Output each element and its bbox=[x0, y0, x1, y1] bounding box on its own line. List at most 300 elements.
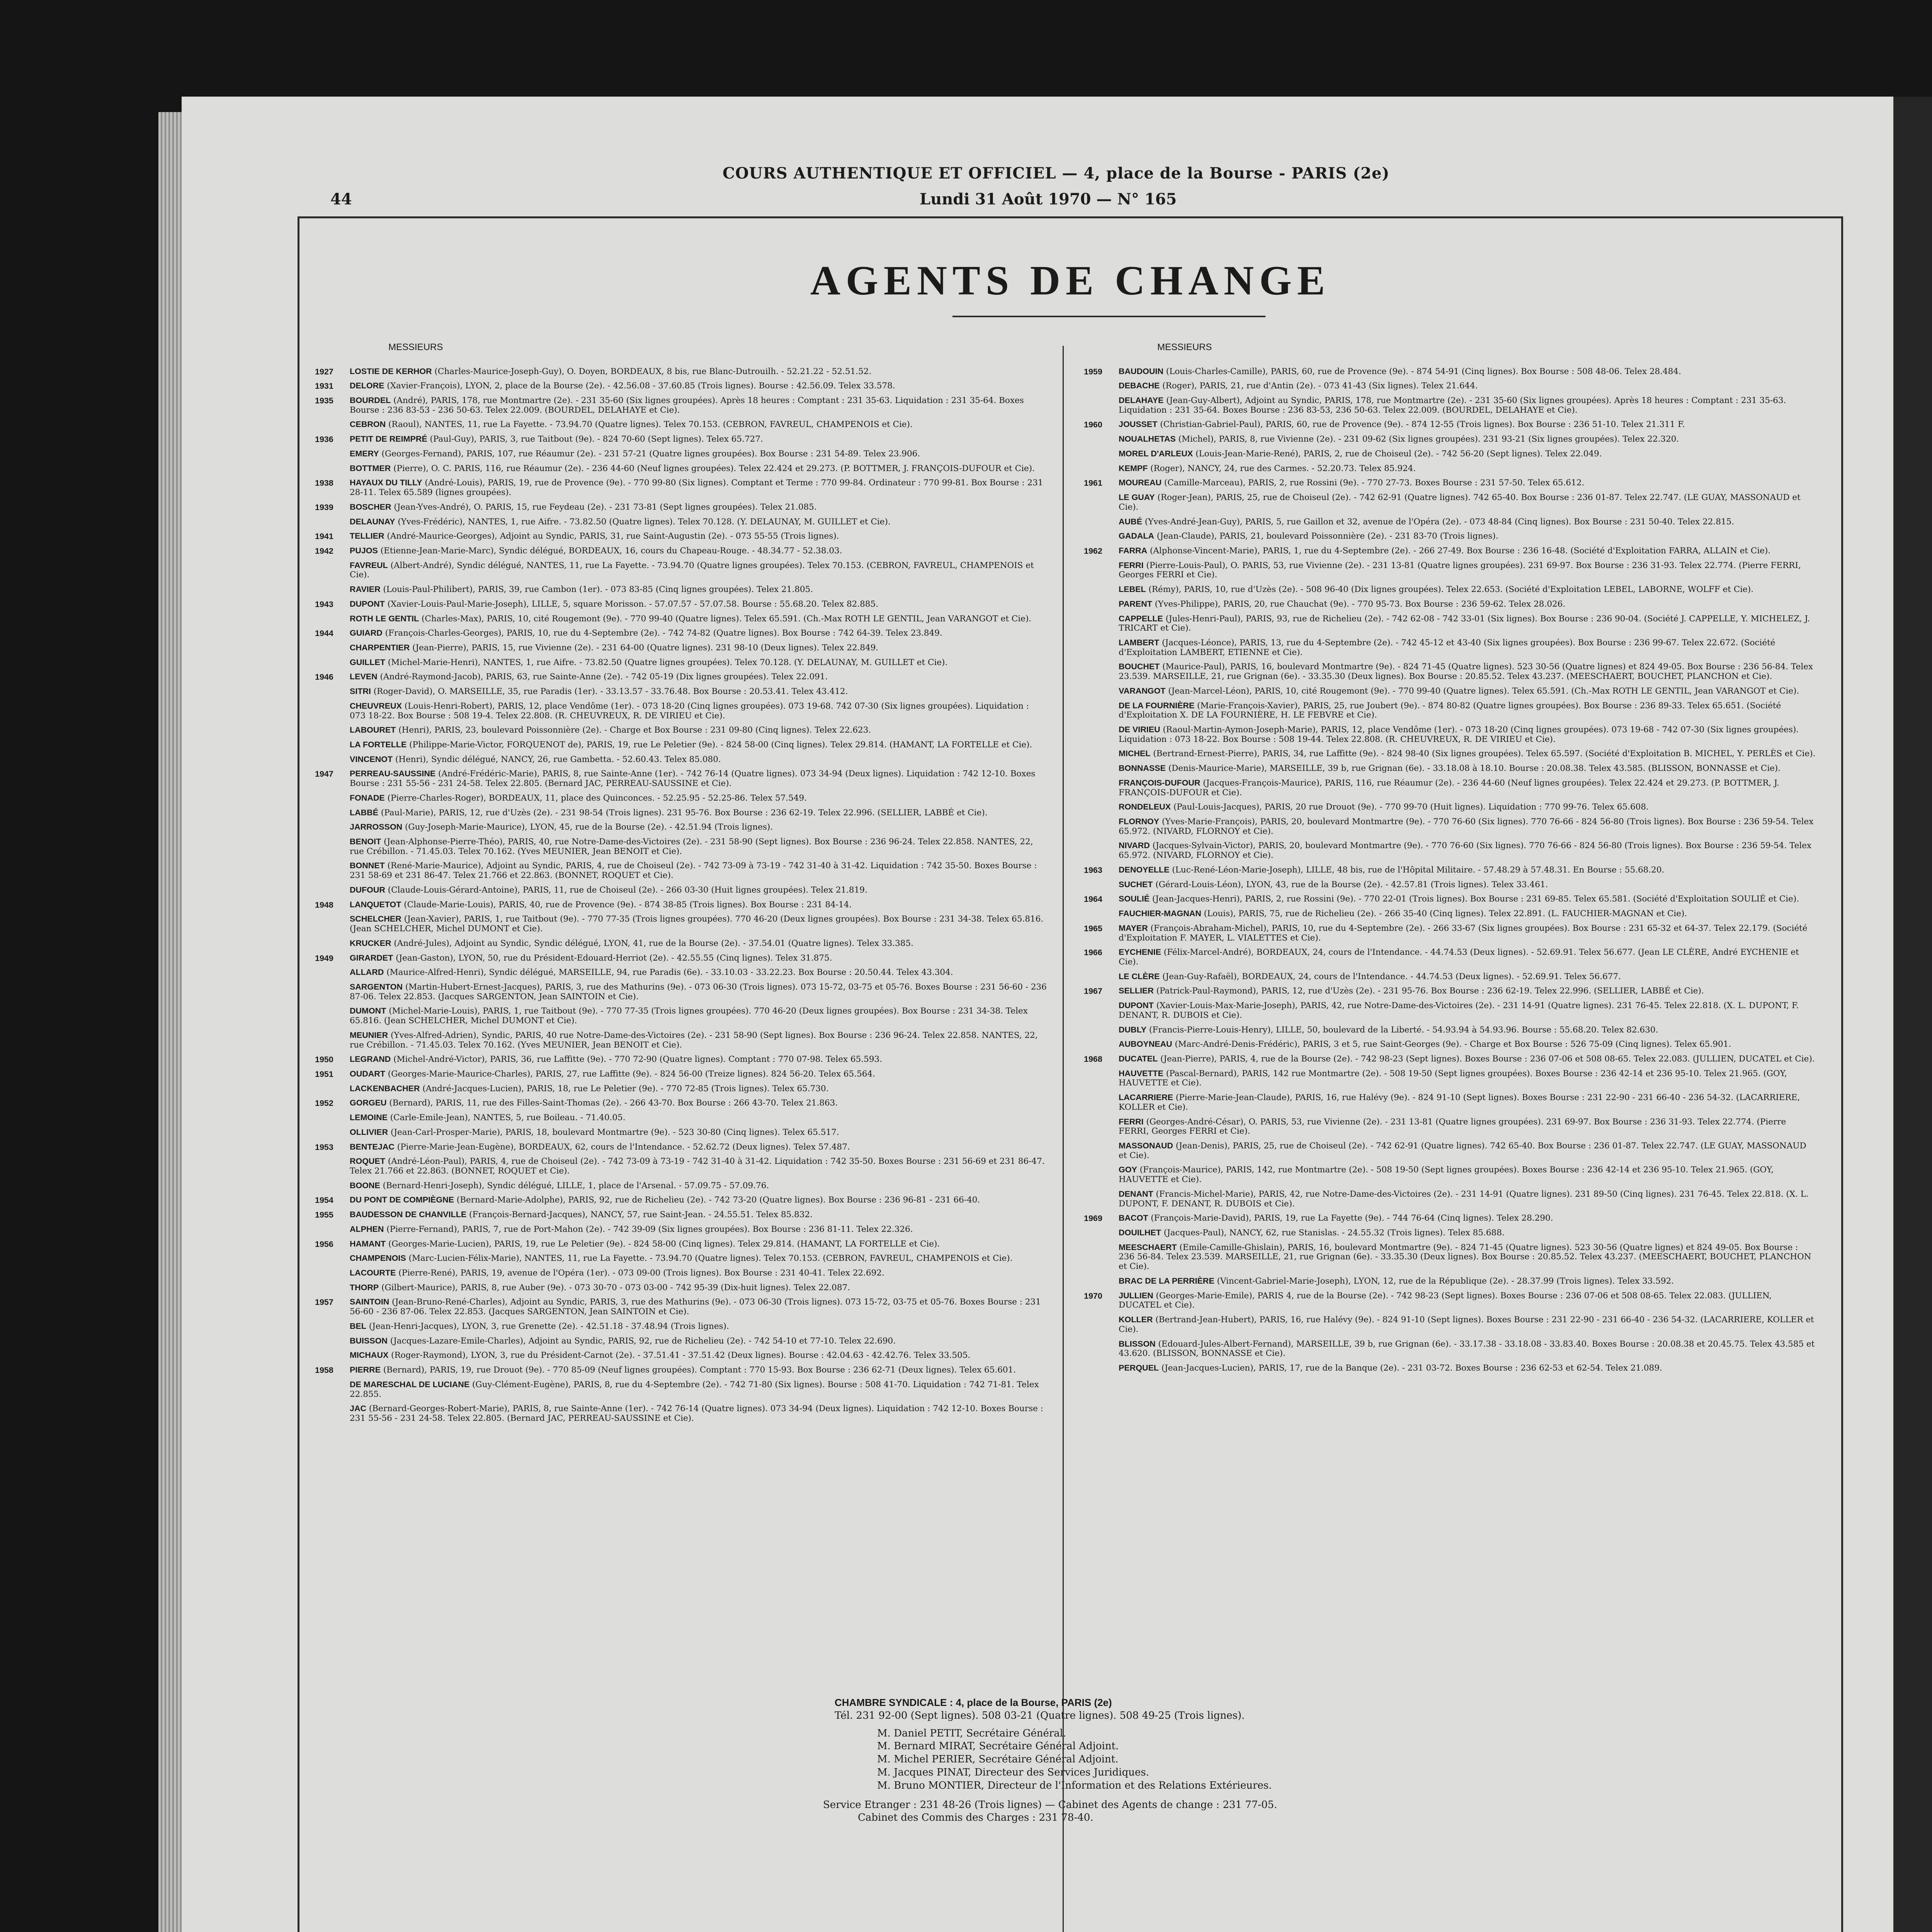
entry-year bbox=[315, 701, 350, 721]
agent-entry bbox=[1084, 986, 1816, 996]
entry-body bbox=[350, 1142, 1047, 1152]
agent-details: (Xavier-Louis-Paul-Marie-Joseph), LILLE, 5, square Morisson. - 57.07.57 - 57.07.58. Bourse : 55.68.20. Telex 82.885. bbox=[384, 599, 879, 609]
entry-year: 1950 bbox=[315, 1055, 333, 1065]
agent-name: BOTTMER bbox=[350, 463, 391, 473]
agent-details: (Louis-Charles-Camille), PARIS, 60, rue de Provence (9e). - 874 54-91 (Cinq lignes). Box Bourse : 508 48-06. Telex 28.484. bbox=[1163, 366, 1681, 376]
entry-year bbox=[1084, 778, 1119, 798]
agent-name: BLISSON bbox=[1119, 1339, 1156, 1349]
entry-body bbox=[1119, 517, 1816, 527]
entry-year: 1948 bbox=[315, 900, 333, 910]
entry-body bbox=[1119, 546, 1816, 556]
entry-year bbox=[1084, 802, 1119, 812]
entry-year: 1970 bbox=[1084, 1291, 1102, 1301]
officer-line: M. Michel PERIER, Secrétaire Général Adjoint. bbox=[877, 1753, 1119, 1765]
entry-body bbox=[350, 1210, 1047, 1220]
entry-body bbox=[350, 1350, 1047, 1361]
agent-name: BRAC DE LA PERRIÈRE bbox=[1119, 1276, 1214, 1286]
agent-details: (Georges-Marie-Emile), PARIS 4, rue de la Bourse (2e). - 742 98-23 (Sept lignes). Boxes Bourse : 236 07-06 et 508 08-65. Telex 22.083. (JULLIEN, DUCATEL et Cie). bbox=[1119, 1291, 1772, 1310]
agent-entry bbox=[1084, 585, 1816, 595]
entry-body bbox=[1119, 1228, 1816, 1238]
agent-name: CHARPENTIER bbox=[350, 643, 410, 652]
agent-entry bbox=[315, 1098, 1047, 1108]
entry-year bbox=[1084, 880, 1119, 890]
agent-name: SITRI bbox=[350, 687, 371, 696]
entry-year bbox=[315, 687, 350, 697]
agent-entry bbox=[1084, 1363, 1816, 1373]
agent-details: (Yves-Marie-François), PARIS, 20, boulevard Montmartre (9e). - 770 76-60 (Six lignes). 770 76-66 - 824 56-80 (Trois lignes). Box Bourse : 236 59-54. Telex 65.972. (NIVARD, FLORNOY et Cie). bbox=[1119, 817, 1814, 836]
agent-entry bbox=[1084, 1213, 1816, 1223]
agent-details: (Bernard-Georges-Robert-Marie), PARIS, 8, rue Sainte-Anne (1er). - 742 76-14 (Quatre lignes). 073 34-94 (Deux lignes). Liquidation : 742 12-10. Boxes Bourse : 231 55-56 - 231 24-58. Telex 22.805. (Bernard JAC, PERREAU-SAUSSINE et Cie). bbox=[350, 1404, 1043, 1423]
agent-details: (Yves-Philippe), PARIS, 20, rue Chauchat (9e). - 770 95-73. Box Bourse : 236 59-62. Telex 28.026. bbox=[1152, 599, 1566, 609]
agent-entry bbox=[1084, 517, 1816, 527]
agent-name: VINCENOT bbox=[350, 754, 393, 764]
entry-year bbox=[1084, 599, 1119, 609]
entry-body bbox=[1119, 638, 1816, 657]
entry-body bbox=[350, 502, 1047, 512]
agent-details: (André-Louis), PARIS, 19, rue de Provence (9e). - 770 99-80 (Six lignes). Comptant et Terme : 770 99-84. Ordinateur : 770 99-81. Box Bourse : 231 28-11. Telex 65.589 (lignes groupées). bbox=[350, 478, 1043, 498]
agent-entry bbox=[1084, 1315, 1816, 1334]
officer-list bbox=[877, 1727, 1484, 1793]
agent-entry bbox=[1084, 396, 1816, 415]
agent-name: DE VIRIEU bbox=[1119, 725, 1160, 734]
agent-name: DELAHAYE bbox=[1119, 396, 1164, 405]
agent-entry bbox=[315, 1084, 1047, 1094]
agent-name: BACOT bbox=[1119, 1213, 1148, 1223]
agent-name: BENOIT bbox=[350, 837, 381, 847]
entry-year bbox=[1084, 701, 1119, 720]
agent-details: (Marc-Lucien-Félix-Marie), NANTES, 11, rue La Fayette. - 73.94.70 (Quatre lignes). Telex 70.153. (CEBRON, FAVREUL, CHAMPENOIS et Cie). bbox=[406, 1253, 1013, 1264]
agent-entry bbox=[315, 367, 1047, 377]
agent-name: FAUCHIER-MAGNAN bbox=[1119, 909, 1201, 918]
entry-year: 1959 bbox=[1084, 367, 1102, 376]
entry-year: 1946 bbox=[315, 672, 333, 682]
entry-body bbox=[350, 808, 1047, 818]
entry-body bbox=[350, 822, 1047, 832]
agent-name: FRANÇOIS-DUFOUR bbox=[1119, 778, 1201, 787]
entry-year: 1967 bbox=[1084, 986, 1102, 996]
agent-entry bbox=[315, 1069, 1047, 1079]
agent-entry bbox=[1084, 725, 1816, 744]
agent-details: (Etienne-Jean-Marie-Marc), Syndic délégué, BORDEAUX, 16, cours du Chapeau-Rouge. - 48.34.77 - 52.38.03. bbox=[378, 546, 842, 556]
issue-date: Lundi 31 Août 1970 — N° 165 bbox=[920, 190, 1177, 208]
agent-entry bbox=[315, 885, 1047, 895]
agent-details: (Jacques-François-Maurice), PARIS, 116, rue Réaumur (2e). - 236 44-60 (Neuf lignes groupées). Telex 22.424 et 29.273. (P. BOTTMER, J. FRANÇOIS-DUFOUR et Cie). bbox=[1119, 778, 1779, 798]
agent-entry bbox=[315, 1253, 1047, 1264]
agent-entry bbox=[315, 464, 1047, 474]
agent-details: (Pierre), O. C. PARIS, 116, rue Réaumur (2e). - 236 44-60 (Neuf lignes groupées). Telex 22.424 et 29.273. (P. BOTTMER, J. FRANÇOIS-DUFOUR et Cie). bbox=[391, 463, 1035, 473]
agent-entry bbox=[315, 968, 1047, 978]
agent-details: (Jean-Denis), PARIS, 25, rue de Choiseul (2e). - 742 62-91 (Quatre lignes). 742 65-40. Box Bourse : 236 01-87. Telex 22.747. (LE GUAY, MASSONAUD et Cie). bbox=[1119, 1141, 1806, 1160]
agent-name: LE CLÈRE bbox=[1119, 971, 1160, 981]
entry-body bbox=[350, 1404, 1047, 1423]
agent-entry bbox=[315, 561, 1047, 580]
right-column bbox=[1084, 342, 1816, 1378]
agent-details: (Patrick-Paul-Raymond), PARIS, 12, rue d'Uzès (2e). - 231 95-76. Box Bourse : 236 62-19. Telex 22.996. (SELLIER, LABBÉ et Cie). bbox=[1153, 986, 1704, 996]
agent-name: RAVIER bbox=[350, 585, 381, 594]
agent-name: LABOURET bbox=[350, 725, 396, 735]
entry-body bbox=[1119, 1025, 1816, 1035]
entry-body bbox=[350, 434, 1047, 444]
entry-body bbox=[1119, 561, 1816, 580]
page-title: AGENTS DE CHANGE bbox=[810, 258, 1331, 304]
agent-details: (Jules-Henri-Paul), PARIS, 93, rue de Richelieu (2e). - 742 62-08 - 742 33-01 (Six lignes). Box Bourse : 236 90-04. (Société J. CAPPELLE, Y. MICHELEZ, J. TRICART et Cie). bbox=[1119, 614, 1810, 633]
entry-body bbox=[350, 1297, 1047, 1316]
agent-name: DUCATEL bbox=[1119, 1054, 1158, 1063]
agent-details: (Pierre-Marie-Jean-Claude), PARIS, 16, rue Halévy (9e). - 824 91-10 (Sept lignes). Boxes Bourse : 231 22-90 - 231 66-40 - 236 54-32. (LACARRIERE, KOLLER et Cie). bbox=[1119, 1093, 1800, 1112]
agent-details: (Camille-Marceau), PARIS, 2, rue Rossini (9e). - 770 27-73. Boxes Bourse : 231 57-50. Telex 65.612. bbox=[1162, 478, 1585, 488]
entry-body bbox=[1119, 1141, 1816, 1160]
left-column bbox=[315, 342, 1047, 1428]
entry-year: 1935 bbox=[315, 396, 333, 406]
entry-year bbox=[315, 614, 350, 624]
entry-body bbox=[350, 517, 1047, 527]
column-divider bbox=[1063, 346, 1064, 1932]
entry-year bbox=[1084, 1243, 1119, 1272]
agent-entry bbox=[1084, 1141, 1816, 1160]
entry-body bbox=[350, 755, 1047, 765]
entry-body bbox=[350, 585, 1047, 595]
entry-year bbox=[1084, 381, 1119, 391]
entry-year bbox=[1084, 1189, 1119, 1209]
agent-entry bbox=[315, 420, 1047, 430]
agent-details: (Vincent-Gabriel-Marie-Joseph), LYON, 12, rue de la République (2e). - 28.37.99 (Trois lignes). Telex 33.592. bbox=[1214, 1276, 1674, 1286]
agent-entry bbox=[315, 502, 1047, 512]
entry-year bbox=[315, 464, 350, 474]
agent-name: PIERRE bbox=[350, 1365, 381, 1375]
agent-entry bbox=[315, 658, 1047, 668]
entry-body bbox=[350, 1268, 1047, 1278]
entry-body bbox=[1119, 599, 1816, 609]
agent-name: FERRI bbox=[1119, 560, 1144, 570]
officer-line: M. Bruno MONTIER, Directeur de l'Information et des Relations Extérieures. bbox=[877, 1779, 1272, 1791]
agent-details: (Claude-Louis-Gérard-Antoine), PARIS, 11, rue de Choiseul (2e). - 266 03-30 (Huit lignes groupées). Telex 21.819. bbox=[385, 885, 867, 895]
entry-year bbox=[1084, 1001, 1119, 1020]
entry-body bbox=[350, 1084, 1047, 1094]
agent-entry bbox=[1084, 701, 1816, 720]
entry-year: 1963 bbox=[1084, 865, 1102, 875]
entry-body bbox=[350, 672, 1047, 682]
agent-details: (Jacques-Paul), NANCY, 62, rue Stanislas. - 24.55.32 (Trois lignes). Telex 85.688. bbox=[1161, 1228, 1505, 1238]
agent-name: FLORNOY bbox=[1119, 817, 1160, 827]
agent-entry bbox=[1084, 546, 1816, 556]
agent-entry bbox=[1084, 1228, 1816, 1238]
agent-entry bbox=[1084, 367, 1816, 377]
agent-details: (Jean-Jacques-Henri), PARIS, 2, rue Rossini (9e). - 770 22-01 (Trois lignes). Box Bourse : 231 69-85. Telex 65.581. (Société d'Exploitation SOULIÉ et Cie). bbox=[1150, 894, 1799, 904]
entry-year bbox=[315, 1128, 350, 1138]
agent-name: DELORE bbox=[350, 381, 384, 391]
chambre-phones: Tél. 231 92-00 (Sept lignes). 508 03-21 (Quatre lignes). 508 49-25 (Trois lignes). bbox=[835, 1709, 1245, 1721]
entry-year: 1969 bbox=[1084, 1214, 1102, 1223]
entry-body bbox=[1119, 880, 1816, 890]
agent-name: SAINTOIN bbox=[350, 1297, 389, 1307]
agent-name: MASSONAUD bbox=[1119, 1141, 1173, 1150]
agent-name: JULLIEN bbox=[1119, 1291, 1153, 1300]
agent-entry bbox=[315, 434, 1047, 444]
entry-body bbox=[1119, 531, 1816, 541]
agent-details: (Michel-Marie-Louis), PARIS, 1, rue Taitbout (9e). - 770 77-35 (Trois lignes groupées). 770 46-20 (Deux lignes groupées). Box Bourse : 231 34-38. Telex 65.816. (Jean SCHELCHER, Michel DUMONT et Cie). bbox=[350, 1006, 1028, 1026]
agent-entry bbox=[315, 769, 1047, 788]
agent-details: (Jean-Carl-Prosper-Marie), PARIS, 18, boulevard Montmartre (9e). - 523 30-80 (Cinq lignes). Telex 65.517. bbox=[388, 1127, 839, 1137]
agent-name: RONDELEUX bbox=[1119, 802, 1171, 812]
entry-body bbox=[1119, 923, 1816, 943]
agent-details: (André), PARIS, 178, rue Montmartre (2e). - 231 35-60 (Six lignes groupées). Après 18 heures : Comptant : 231 35-63. Liquidation : 231 35-64. Boxes Bourse : 236 83-53 - 236 50-63. Telex 22.009. (BOURDEL, DELAHAYE et Cie). bbox=[350, 396, 1024, 415]
agent-details: (Henri), PARIS, 23, boulevard Poissonnière (2e). - Charge et Box Bourse : 231 09-80 (Cinq lignes). Telex 22.623. bbox=[396, 725, 871, 735]
agent-entry bbox=[315, 982, 1047, 1002]
agent-details: (Denis-Maurice-Marie), MARSEILLE, 39 b, rue Grignan (6e). - 33.18.08 à 18.10. Bourse : 20.08.38. Telex 43.585. (BLISSON, BONNASSE et Cie). bbox=[1165, 764, 1781, 774]
agent-details: (Jean-Claude), PARIS, 21, boulevard Poissonnière (2e). - 231 83-70 (Trois lignes). bbox=[1154, 531, 1498, 541]
agent-details: (Albert-André), Syndic délégué, NANTES, 11, rue La Fayette. - 73.94.70 (Quatre lignes groupées). Telex 70.153. (CEBRON, FAVREUL, CHAMPENOIS et Cie). bbox=[350, 560, 1034, 580]
agent-name: DUMONT bbox=[350, 1006, 386, 1016]
agent-entry bbox=[315, 837, 1047, 856]
agent-entry bbox=[1084, 662, 1816, 681]
entry-year: 1943 bbox=[315, 599, 333, 609]
agent-name: LAMBERT bbox=[1119, 638, 1160, 647]
agent-details: (Jean-Henri-Jacques), LYON, 3, rue Grenette (2e). - 42.51.18 - 37.48.94 (Trois lignes). bbox=[366, 1321, 729, 1331]
agent-name: LEBEL bbox=[1119, 585, 1146, 594]
agent-details: (André-Frédéric-Marie), PARIS, 8, rue Sainte-Anne (1er). - 742 76-14 (Quatre lignes). 073 34-94 (Deux lignes). Liquidation : 742 12-10. Boxes Bourse : 231 55-56 - 231 24-58. Telex 22.805. (Bernard JAC, PERREAU-SAUSSINE et Cie). bbox=[350, 769, 1036, 789]
agent-details: (André-Raymond-Jacob), PARIS, 63, rue Sainte-Anne (2e). - 742 05-19 (Dix lignes groupées). Telex 22.091. bbox=[377, 672, 828, 682]
agent-name: DUFOUR bbox=[350, 885, 385, 895]
agent-name: DELAUNAY bbox=[350, 517, 395, 526]
agent-entry bbox=[315, 1181, 1047, 1191]
entry-body bbox=[350, 381, 1047, 391]
agent-details: (Louis), PARIS, 75, rue de Richelieu (2e). - 266 35-40 (Cinq lignes). Telex 22.891. (L. FAUCHIER-MAGNAN et Cie). bbox=[1201, 909, 1687, 919]
agent-entry bbox=[1084, 778, 1816, 798]
agent-name: VARANGOT bbox=[1119, 686, 1166, 696]
agent-details: (Jean-Guy-Rafaël), BORDEAUX, 24, cours de l'Intendance. - 44.74.53 (Deux lignes). - 52.69.91. Telex 56.677. bbox=[1160, 971, 1621, 981]
entry-body bbox=[350, 1365, 1047, 1375]
entry-body bbox=[350, 614, 1047, 624]
entry-year: 1966 bbox=[1084, 948, 1102, 957]
agent-details: (Georges-Marie-Lucien), PARIS, 19, rue Le Peletier (9e). - 824 58-00 (Cinq lignes). Telex 29.814. (HAMANT, LA FORTELLE et Cie). bbox=[386, 1239, 940, 1249]
agent-name: SUCHET bbox=[1119, 879, 1153, 889]
entry-year: 1951 bbox=[315, 1069, 333, 1079]
entry-body bbox=[350, 701, 1047, 721]
agent-details: (Gilbert-Maurice), PARIS, 8, rue Auber (9e). - 073 30-70 - 073 03-00 - 742 95-39 (Dix-huit lignes). Telex 22.087. bbox=[379, 1282, 850, 1293]
agent-name: LACOURTE bbox=[350, 1268, 396, 1278]
agent-entry bbox=[1084, 599, 1816, 609]
entry-year: 1968 bbox=[1084, 1054, 1102, 1064]
agent-details: (Paul-Louis-Jacques), PARIS, 20 rue Drouot (9e). - 770 99-70 (Huit lignes). Liquidation : 770 99-76. Telex 65.608. bbox=[1170, 802, 1649, 812]
agent-details: (François-Marie-David), PARIS, 19, rue La Fayette (9e). - 744 76-64 (Cinq lignes). Telex 28.290. bbox=[1148, 1213, 1553, 1223]
title-rule bbox=[952, 316, 1265, 317]
agent-name: HAUVETTE bbox=[1119, 1068, 1163, 1078]
agent-name: GORGEU bbox=[350, 1098, 387, 1108]
entry-year: 1954 bbox=[315, 1196, 333, 1205]
entry-year bbox=[1084, 585, 1119, 595]
agent-entry bbox=[315, 793, 1047, 803]
agent-name: BAUDESSON DE CHANVILLE bbox=[350, 1210, 467, 1219]
content-frame bbox=[298, 216, 1843, 1932]
agent-entry bbox=[315, 1321, 1047, 1332]
agent-entry bbox=[1084, 749, 1816, 759]
agent-details: (Carle-Emile-Jean), NANTES, 5, rue Boileau. - 71.40.05. bbox=[387, 1113, 626, 1123]
chambre-title: CHAMBRE SYNDICALE : 4, place de la Bourse, PARIS (2e) bbox=[835, 1697, 1112, 1708]
entry-year: 1956 bbox=[315, 1239, 333, 1249]
entry-year bbox=[1084, 1069, 1119, 1088]
entry-year: 1952 bbox=[315, 1099, 333, 1108]
agent-name: PUJOS bbox=[350, 546, 378, 555]
agent-entry bbox=[1084, 947, 1816, 967]
agent-entry bbox=[1084, 1025, 1816, 1035]
agent-entry bbox=[315, 396, 1047, 415]
agent-entry bbox=[1084, 561, 1816, 580]
entry-body bbox=[1119, 817, 1816, 836]
entry-year bbox=[315, 1380, 350, 1399]
agent-name: AUBÉ bbox=[1119, 517, 1142, 526]
agent-name: DOUILHET bbox=[1119, 1228, 1161, 1238]
entry-year bbox=[1084, 749, 1119, 759]
entry-body bbox=[1119, 865, 1816, 875]
agent-entry bbox=[1084, 972, 1816, 982]
entry-year bbox=[315, 643, 350, 653]
entry-body bbox=[1119, 1243, 1816, 1272]
entry-year: 1927 bbox=[315, 367, 333, 376]
entry-year bbox=[315, 939, 350, 949]
agent-name: PERQUEL bbox=[1119, 1363, 1159, 1372]
agent-entry bbox=[1084, 1117, 1816, 1136]
entry-body bbox=[1119, 1117, 1816, 1136]
agent-name: KOLLER bbox=[1119, 1315, 1153, 1325]
entry-list bbox=[315, 367, 1047, 1423]
entry-year: 1931 bbox=[315, 381, 333, 391]
agent-name: SOULIÉ bbox=[1119, 894, 1150, 904]
agent-details: (Jacques-Lazare-Emile-Charles), Adjoint au Syndic, PARIS, 92, rue de Richelieu (2e). - 742 54-10 et 77-10. Telex 22.690. bbox=[387, 1336, 896, 1346]
entry-body bbox=[350, 1336, 1047, 1346]
agent-entry bbox=[315, 687, 1047, 697]
agent-entry bbox=[315, 1297, 1047, 1316]
agent-details: (Jean-Bruno-René-Charles), Adjoint au Syndic, PARIS, 3, rue des Mathurins (9e). - 073 06-30 (Trois lignes). 073 15-72, 03-75 et 05-76. Boxes Bourse : 231 56-60 - 236 87-06. Telex 22.853. (Jacques SARGENTON, Jean SAINTOIN et Cie). bbox=[350, 1297, 1041, 1317]
entry-year bbox=[1084, 972, 1119, 982]
agent-entry bbox=[1084, 817, 1816, 836]
entry-year: 1938 bbox=[315, 478, 333, 488]
agent-details: (Paul-Marie), PARIS, 12, rue d'Uzès (2e). - 231 98-54 (Trois lignes). 231 95-76. Box Bourse : 236 62-19. Telex 22.996. (SELLIER, LABBÉ et Cie). bbox=[378, 808, 988, 818]
entry-body bbox=[350, 861, 1047, 880]
agent-details: (Christian-Gabriel-Paul), PARIS, 60, rue de Provence (9e). - 874 12-55 (Trois lignes). Box Bourse : 236 51-10. Telex 21.311 F. bbox=[1157, 420, 1685, 430]
entry-body bbox=[350, 628, 1047, 638]
entry-body bbox=[350, 968, 1047, 978]
agent-details: (Jean-Gaston), LYON, 50, rue du Président-Edouard-Herriot (2e). - 42.55.55 (Cinq lignes). Telex 31.875. bbox=[393, 953, 832, 963]
agent-entry bbox=[315, 1195, 1047, 1205]
agent-entry bbox=[315, 701, 1047, 721]
agent-details: (Emile-Camille-Ghislain), PARIS, 16, boulevard Montmartre (9e). - 824 71-45 (Quatre lignes). 523 30-56 (Quatre lignes) et 824 49-05. Box Bourse : 236 56-84. Telex 23.539. MARSEILLE, 21, rue Grignan (6e). - 33.35.30 (Deux lignes). Box Bourse : 20.85.52. Telex 43.237. (MEESCHAERT, BOUCHET, PLANCHON et Cie). bbox=[1119, 1242, 1811, 1272]
agent-details: (Alphonse-Vincent-Marie), PARIS, 1, rue du 4-Septembre (2e). - 266 27-49. Box Bourse : 236 16-48. (Société d'Exploitation FARRA, ALLAIN et Cie). bbox=[1147, 546, 1771, 556]
entry-body bbox=[350, 939, 1047, 949]
entry-body bbox=[350, 449, 1047, 459]
agent-details: (Jean-Jacques-Lucien), PARIS, 17, rue de la Banque (2e). - 231 03-72. Boxes Bourse : 236 62-53 et 62-54. Telex 21.089. bbox=[1158, 1363, 1662, 1373]
entry-year bbox=[315, 740, 350, 750]
entry-body bbox=[1119, 725, 1816, 744]
agent-entry bbox=[1084, 420, 1816, 430]
agent-name: GOY bbox=[1119, 1165, 1137, 1175]
entry-year bbox=[315, 861, 350, 880]
entry-year: 1939 bbox=[315, 502, 333, 512]
entry-year bbox=[315, 1113, 350, 1123]
agent-entry bbox=[1084, 449, 1816, 459]
entry-year bbox=[1084, 725, 1119, 744]
entry-list bbox=[1084, 367, 1816, 1373]
agent-details: (François-Charles-Georges), PARIS, 10, rue du 4-Septembre (2e). - 742 74-82 (Quatre lignes). Box Bourse : 742 64-39. Telex 23.849. bbox=[382, 628, 942, 638]
agent-name: DUPONT bbox=[1119, 1001, 1154, 1010]
entry-body bbox=[1119, 841, 1816, 860]
entry-year: 1955 bbox=[315, 1210, 333, 1220]
agent-entry bbox=[1084, 880, 1816, 890]
agent-details: (Roger-David), O. MARSEILLE, 35, rue Paradis (1er). - 33.13.57 - 33.76.48. Box Bourse : 20.53.41. Telex 43.412. bbox=[371, 687, 848, 697]
agent-name: MEUNIER bbox=[350, 1030, 388, 1040]
entry-body bbox=[350, 658, 1047, 668]
entry-year bbox=[1084, 1276, 1119, 1286]
agent-entry bbox=[1084, 894, 1816, 904]
entry-body bbox=[1119, 1339, 1816, 1359]
agent-name: HAYAUX DU TILLY bbox=[350, 478, 422, 488]
agent-entry bbox=[315, 755, 1047, 765]
agent-entry bbox=[315, 599, 1047, 609]
entry-year bbox=[1084, 561, 1119, 580]
entry-body bbox=[1119, 986, 1816, 996]
entry-year bbox=[315, 725, 350, 735]
agent-details: (Roger), PARIS, 21, rue d'Antin (2e). - 073 41-43 (Six lignes). Telex 21.644. bbox=[1160, 381, 1478, 391]
entry-year bbox=[315, 1006, 350, 1026]
agent-name: BUISSON bbox=[350, 1336, 388, 1345]
agent-entry bbox=[315, 614, 1047, 624]
agent-details: (Bertrand-Ernest-Pierre), PARIS, 34, rue Laffitte (9e). - 824 98-40 (Six lignes groupées). Telex 65.597. (Société d'Exploitation B. MICHEL, Y. PERLÈS et Cie). bbox=[1150, 749, 1816, 759]
agent-entry bbox=[315, 1380, 1047, 1399]
entry-year: 1962 bbox=[1084, 546, 1102, 556]
agent-name: BOONE bbox=[350, 1180, 380, 1190]
agent-name: LEGRAND bbox=[350, 1054, 391, 1064]
publication-header: COURS AUTHENTIQUE ET OFFICIEL — 4, place de la Bourse - PARIS (2e) bbox=[723, 164, 1390, 182]
entry-year bbox=[1084, 662, 1119, 681]
agent-name: LANQUETOT bbox=[350, 900, 401, 909]
agent-name: BONNET bbox=[350, 861, 385, 871]
agent-details: (Xavier-Louis-Max-Marie-Joseph), PARIS, 42, rue Notre-Dame-des-Victoires (2e). - 231 14-91 (Quatre lignes). 231 76-45. Telex 22.818. (X. L. DUPONT, F. DENANT, R. DUBOIS et Cie). bbox=[1119, 1001, 1799, 1020]
entry-year bbox=[1084, 493, 1119, 512]
agent-entry bbox=[315, 1283, 1047, 1293]
agent-entry bbox=[1084, 865, 1816, 875]
agent-name: GADALA bbox=[1119, 531, 1154, 541]
entry-year: 1942 bbox=[315, 546, 333, 556]
agent-details: (Jean-Marcel-Léon), PARIS, 10, cité Rougemont (9e). - 770 99-40 (Quatre lignes). Telex 65.591. (Ch.-Max ROTH LE GENTIL, Jean VARANGOT et Cie). bbox=[1165, 686, 1799, 696]
agent-entry bbox=[315, 643, 1047, 653]
agent-details: (Bernard), PARIS, 11, rue des Filles-Saint-Thomas (2e). - 266 43-70. Box Bourse : 266 43-70. Telex 21.863. bbox=[386, 1098, 838, 1108]
entry-year: 1947 bbox=[315, 769, 333, 779]
agent-entry bbox=[315, 531, 1047, 541]
entry-year bbox=[1084, 517, 1119, 527]
agent-entry bbox=[1084, 1291, 1816, 1310]
officer-line: M. Daniel PETIT, Secrétaire Général. bbox=[877, 1727, 1066, 1739]
agent-entry bbox=[315, 1336, 1047, 1346]
agent-details: (Pierre-Fernand), PARIS, 7, rue de Port-Mahon (2e). - 742 39-09 (Six lignes groupées). Box Bourse : 236 81-11. Telex 22.326. bbox=[384, 1224, 913, 1234]
agent-name: BOURDEL bbox=[350, 396, 391, 405]
agent-name: GUILLET bbox=[350, 657, 385, 667]
agent-name: CEBRON bbox=[350, 420, 386, 429]
entry-year: 1964 bbox=[1084, 895, 1102, 904]
entry-body bbox=[1119, 701, 1816, 720]
agent-name: LOSTIE DE KERHOR bbox=[350, 366, 432, 376]
entry-body bbox=[1119, 420, 1816, 430]
agent-name: JAC bbox=[350, 1404, 367, 1413]
entry-body bbox=[1119, 614, 1816, 633]
entry-body bbox=[1119, 478, 1816, 488]
entry-year bbox=[315, 822, 350, 832]
entry-body bbox=[350, 769, 1047, 788]
entry-body bbox=[1119, 493, 1816, 512]
agent-details: (Marie-François-Xavier), PARIS, 25, rue Joubert (9e). - 874 80-82 (Quatre lignes groupées). Box Bourse : 236 89-33. Telex 65.651. (Société d'Exploitation X. DE LA FOURNIÈRE, H. LE FEBVRE et Cie). bbox=[1119, 701, 1781, 720]
entry-year bbox=[1084, 764, 1119, 774]
agent-entry bbox=[1084, 638, 1816, 657]
agent-details: (Pascal-Bernard), PARIS, 142 rue Montmartre (2e). - 508 19-50 (Sept lignes groupées). Boxes Bourse : 236 42-14 et 236 95-10. Telex 21.965. (GOY, HAUVETTE et Cie). bbox=[1119, 1068, 1787, 1088]
agent-details: (Jean-Guy-Albert), Adjoint au Syndic, PARIS, 178, rue Montmartre (2e). - 231 35-60 (Six lignes groupées). Après 18 heures : Comptant : 231 35-63. Liquidation : 231 35-64. Boxes Bourse : 236 83-53, 236 50-63. Telex 22.009. (BOURDEL, DELAHAYE et Cie). bbox=[1119, 396, 1786, 415]
